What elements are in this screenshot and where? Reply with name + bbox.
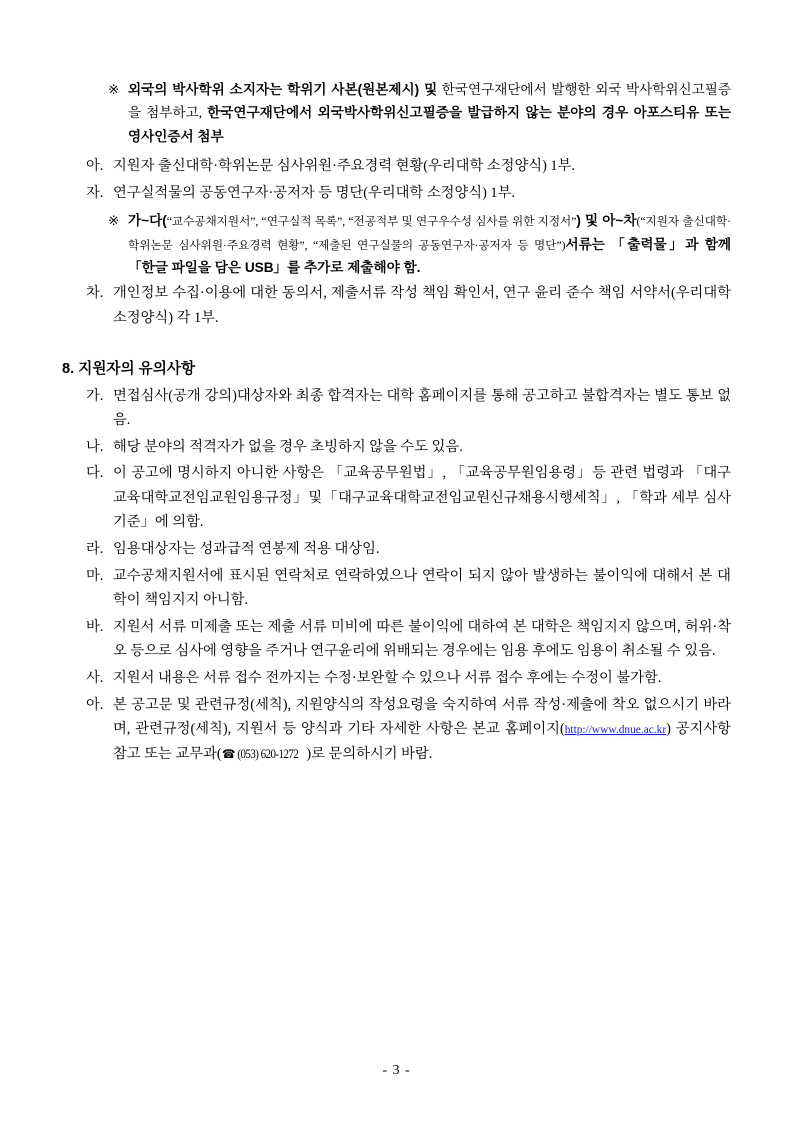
contact-text-part3: )로 문의하시기 바람. bbox=[306, 745, 433, 762]
list-item-marker: 다. bbox=[86, 465, 104, 482]
list-item bbox=[86, 281, 731, 330]
note1-plain-mid: 한국연구재단에서 발행한 외국 박사학위신고필증을 첨부하고, bbox=[128, 82, 732, 121]
contact-text-part1: 본 공고문 및 관련규정(세칙), 지원양식의 작성요령을 숙지하여 서류 작성·제출에 착오 없으시기 바라며, 관련규정(세칙), 지원서 등 양식과 기타 자세한 사항은 본교 홈페이지( bbox=[113, 696, 731, 738]
list-item-marker: 자. bbox=[86, 184, 104, 201]
list-item-marker: 아. bbox=[86, 158, 104, 175]
section-heading-8: 8. 지원자의 유의사항 bbox=[62, 360, 196, 377]
list-item-homepage-contact bbox=[86, 693, 731, 767]
homepage-link[interactable]: http://www.dnue.ac.kr bbox=[564, 724, 667, 737]
list-item-text: 연구실적물의 공동연구자·공저자 등 명단(우리대학 소정양식) 1부. bbox=[113, 184, 515, 201]
list-item-text: 교수공채지원서에 표시된 연락처로 연락하였으나 연락이 되지 않아 발생하는 불이익에 대해서 본 대학이 책임지지 아니함. bbox=[113, 567, 731, 609]
note2-seg4: (“지원자 출신대학·학위논문 심사위원·주요경력 현황”, “제출된 연구실물의 공동연구자·공저자 등 명단”) bbox=[128, 215, 731, 252]
list-item-text: 해당 분야의 적격자가 없을 경우 초빙하지 않을 수도 있음. bbox=[113, 438, 463, 455]
list-item-text bbox=[113, 693, 731, 767]
note1-bold-suffix: 한국연구재단에서 외국박사학위신고필증을 발급하지 않는 분야의 경우 아포스티유 또는 영사인증서 첨부 bbox=[128, 105, 731, 144]
note2-seg3: ) 및 아~차 bbox=[576, 213, 637, 229]
note-body bbox=[128, 209, 731, 279]
note-submission-usb bbox=[108, 209, 731, 279]
list-item-text: 임용대상자는 성과급적 연봉제 적용 대상임. bbox=[113, 541, 380, 558]
note1-bold-prefix: 외국의 박사학위 소지자는 학위기 사본(원본제시) 및 bbox=[128, 82, 438, 97]
list-item-marker: 사. bbox=[86, 669, 104, 686]
list-item-marker: 아. bbox=[86, 696, 104, 713]
list-item-marker: 마. bbox=[86, 567, 104, 584]
list-item bbox=[86, 666, 731, 691]
list-item bbox=[86, 461, 731, 535]
list-item bbox=[86, 154, 731, 179]
list-item bbox=[86, 181, 731, 206]
list-item-marker: 가. bbox=[86, 387, 104, 404]
list-item bbox=[86, 537, 731, 562]
list-item bbox=[86, 615, 731, 664]
list-item-marker: 차. bbox=[86, 285, 104, 302]
list-item-text: 지원자 출신대학·학위논문 심사위원·주요경력 현황(우리대학 소정양식) 1부. bbox=[113, 158, 575, 175]
list-item bbox=[86, 384, 731, 433]
note2-seg5: 서류는 「출력물」과 함께 「한글 파일을 담은 USB」를 추가로 제출해야 함. bbox=[128, 236, 731, 276]
list-item-text: 이 공고에 명시하지 아니한 사항은 「교육공무원법」, 「교육공무원임용령」등 관련 법령과 「대구교육대학교전임교원임용규정」및「대구교육대학교전임교원신규채용시행세칙」, 「학과 세부 심사기준」에 의함. bbox=[113, 465, 731, 531]
note-marker: ※ bbox=[108, 82, 120, 97]
note-body bbox=[128, 78, 731, 148]
list-item-text: 지원서 내용은 서류 접수 전까지는 수정·보완할 수 있으나 서류 접수 후에는 수정이 불가함. bbox=[113, 669, 662, 686]
list-item bbox=[86, 564, 731, 613]
contact-text-part2: ) 공지사항 참고 또는 교무과( bbox=[113, 721, 731, 762]
phone-number: ☎ (053) 620-1272 bbox=[221, 746, 298, 761]
list-item-marker: 바. bbox=[86, 618, 104, 635]
note-marker: ※ bbox=[108, 213, 120, 229]
list-item-text: 개인정보 수집·이용에 대한 동의서, 제출서류 작성 책임 확인서, 연구 윤리 준수 책임 서약서(우리대학 소정양식) 각 1부. bbox=[113, 285, 731, 326]
list-item bbox=[86, 435, 731, 460]
list-item-marker: 나. bbox=[86, 438, 104, 455]
list-item-text: 면접심사(공개 강의)대상자와 최종 합격자는 대학 홈페이지를 통해 공고하고 불합격자는 별도 통보 없음. bbox=[113, 387, 731, 429]
note-foreign-degree bbox=[108, 78, 731, 148]
list-item-marker: 라. bbox=[86, 541, 104, 558]
page-number: - 3 - bbox=[382, 1063, 411, 1078]
note2-seg1: 가~다( bbox=[128, 213, 167, 229]
note2-seg2: “교수공채지원서”, “연구실적 목록”, “전공적부 및 연구우수성 심사를 위한 지정서” bbox=[166, 215, 577, 229]
list-item-text: 지원서 서류 미제출 또는 제출 서류 미비에 따른 불이익에 대하여 본 대학은 책임지지 않으며, 허위·착오 등으로 심사에 영향을 주거나 연구윤리에 위배되는 경우에는 임용 후에도 임용이 취소될 수 있음. bbox=[113, 618, 731, 660]
